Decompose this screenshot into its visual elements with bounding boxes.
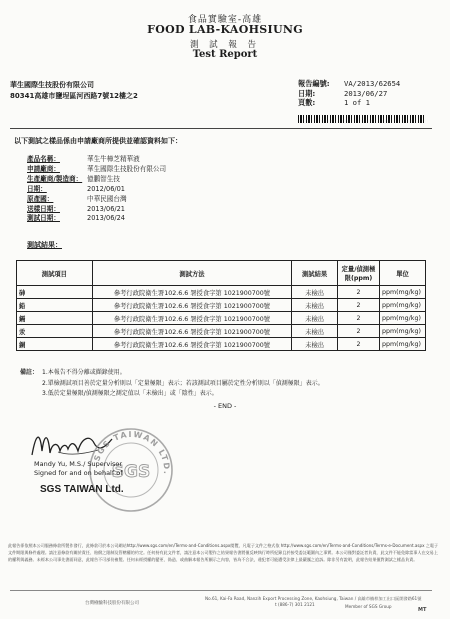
cell-method: 參考行政院衛生署102.6.6 署授食字第 1021900700號 — [92, 286, 291, 299]
cell-unit: ppm(mg/kg) — [379, 312, 425, 325]
cell-limit: 2 — [338, 338, 380, 351]
sample-info — [27, 155, 166, 224]
table-row — [17, 338, 426, 351]
cell-limit: 2 — [338, 299, 380, 312]
cell-method: 參考行政院衛生署102.6.6 署授食字第 1021900700號 — [92, 338, 291, 351]
cell-unit: ppm(mg/kg) — [379, 286, 425, 299]
client-name: 華生國際生技股份有限公司 — [10, 81, 94, 89]
seal-text: SGS TAIWAN LTD. — [92, 429, 172, 476]
cell-limit: 2 — [338, 312, 380, 325]
table-row — [17, 325, 426, 338]
signed-on-behalf: Signed for and on behalf of — [34, 469, 123, 477]
results-table — [16, 260, 426, 351]
info-value: 億鵬智生技 — [87, 174, 120, 183]
cell-item: 汞 — [17, 325, 93, 338]
signer-name: Mandy Yu, M.S./ Supervisor — [34, 460, 123, 468]
sample-info-row — [27, 165, 166, 175]
notes — [20, 368, 324, 400]
report-date-label: 日期: — [298, 88, 316, 98]
intro-text: 以下測試之樣品係由申請廠商所提供並確認資料如下： — [14, 137, 182, 145]
cell-limit: 2 — [338, 286, 380, 299]
lab-name-english: FOOD LAB-KAOHSIUNG — [147, 23, 303, 36]
note-item: 2.單檢測試項目善於定量分析則以「定量極限」表示；若該測試項目屬於定性分析則以「偵測極限」表示。 — [42, 379, 324, 387]
sample-info-row — [27, 205, 166, 215]
info-value: 華生牛樟芝精華液 — [87, 155, 140, 163]
table-row — [17, 286, 426, 299]
cell-unit: ppm(mg/kg) — [379, 325, 425, 338]
cell-result: 未檢出 — [292, 338, 338, 351]
lab-name-chinese: 食品實驗室-高雄 — [187, 15, 263, 25]
report-title-english: Test Report — [192, 49, 258, 60]
sample-info-row — [27, 214, 166, 224]
sample-info-row — [27, 195, 166, 205]
client-address: 80341高雄市鹽埕區河西路7號12樓之2 — [10, 92, 138, 100]
cell-item: 鎘 — [17, 312, 93, 325]
info-value: 2013/06/24 — [87, 214, 126, 223]
sample-info-row — [27, 175, 166, 185]
footer-company: 台灣檢驗科技股份有限公司 — [85, 601, 139, 606]
signer-block — [34, 460, 122, 478]
seal-logo-text: SGS — [111, 462, 151, 482]
col-header-item: 測試項目 — [17, 261, 93, 286]
sample-info-row — [27, 185, 166, 195]
cell-result: 未檢出 — [292, 312, 338, 325]
notes-label: 備註： — [20, 369, 39, 376]
info-key: 產品名稱： — [27, 155, 60, 163]
note-item: 3.低於定量極限/偵測極限之測定值以「未檢出」或「陰性」表示。 — [42, 390, 218, 397]
cell-result: 未檢出 — [292, 299, 338, 312]
info-key: 原產國： — [27, 194, 54, 203]
terms-fineprint: 此報告係依照本公司服務條款所製作發行，此條款可於本公司網站http://www.sgs.com/en/Terms-and-Conditions.aspx閱覽，凡電子文件之格式依 http://www.sgs.com/en/Terms-and-Conditions/Terms-e-Document.aspx 之電子文件期限與條件處理。請注意條款有關於責任、賠償之限制及管轄權的約定。任何持有此文件者，請注意本公司製作之結果報告書將僅反映執行時所紀錄且於接受委託範圍內之事實。本公司僅對委託者負責，此文件不能免除當事人在交易上的權利與義務。未經本公司事先書面同意，此報告不可部份複製。任何未經授權的變更、偽造、或曲解本報告所顯示之內容，皆為不合法，違犯者可能遭受法律上最嚴厲之追訴。除非另有說明，此報告結果僅對測試之樣品負責。 — [8, 543, 439, 562]
info-value: 中華民國台灣 — [87, 194, 127, 203]
cell-method: 參考行政院衛生署102.6.6 署授食字第 1021900700號 — [92, 325, 291, 338]
sample-info-row — [27, 155, 166, 165]
client-block — [10, 80, 138, 102]
table-row — [17, 312, 426, 325]
cell-item: 鉛 — [17, 299, 93, 312]
header-divider — [10, 128, 432, 129]
info-key: 申請廠商： — [27, 164, 60, 173]
results-title: 測試結果： — [27, 241, 62, 249]
info-key: 測試日期： — [27, 214, 60, 223]
cell-method: 參考行政院衛生署102.6.6 署授食字第 1021900700號 — [92, 312, 291, 325]
table-header-row — [17, 261, 426, 286]
footer-divider — [10, 590, 432, 591]
report-page-label: 頁數: — [298, 98, 316, 108]
info-key: 送樣日期： — [27, 204, 60, 213]
cell-unit: ppm(mg/kg) — [379, 338, 425, 351]
info-value: 華生國際生技股份有限公司 — [87, 164, 167, 173]
cell-item: 銅 — [17, 338, 93, 351]
cell-item: 砷 — [17, 286, 93, 299]
cell-result: 未檢出 — [292, 325, 338, 338]
barcode — [298, 115, 424, 123]
note-item: 1.本報告不得分離或擷錄使用。 — [42, 369, 126, 376]
footer-code: MT — [418, 607, 427, 613]
col-header-limit: 定量/偵測極限(ppm) — [338, 261, 380, 286]
report-meta — [298, 79, 400, 108]
info-value: 2012/06/01 — [87, 184, 126, 193]
report-page: 1 of 1 — [344, 98, 370, 108]
footer-member: Member of SGS Group — [345, 604, 392, 609]
info-value: 2013/06/21 — [87, 204, 126, 213]
col-header-method: 測試方法 — [92, 261, 291, 286]
signing-company: SGS TAIWAN Ltd. — [40, 484, 124, 495]
table-row — [17, 299, 426, 312]
cell-result: 未檢出 — [292, 286, 338, 299]
col-header-result: 測試結果 — [292, 261, 338, 286]
col-header-unit: 單位 — [379, 261, 425, 286]
info-key: 日期： — [27, 184, 47, 193]
report-no: VA/2013/62654 — [344, 79, 401, 88]
cell-unit: ppm(mg/kg) — [379, 299, 425, 312]
footer-address-line: No.61, Kai-Fa Road, Nanzih Export Processing Zone, Kaohsiung, Taiwan / 高雄市楠梓加工出口區開發路61號 — [205, 596, 422, 601]
report-no-label: 報告編號: — [298, 79, 330, 88]
report-date: 2013/06/27 — [344, 88, 388, 98]
report-title-chinese: 測 試 報 告 — [189, 40, 261, 50]
end-marker: - END - — [213, 402, 237, 410]
cell-method: 參考行政院衛生署102.6.6 署授食字第 1021900700號 — [92, 299, 291, 312]
info-key: 生產廠商/製造商： — [27, 174, 83, 183]
footer-phone: t (886-7) 301 2121 — [275, 602, 315, 607]
cell-limit: 2 — [338, 325, 380, 338]
